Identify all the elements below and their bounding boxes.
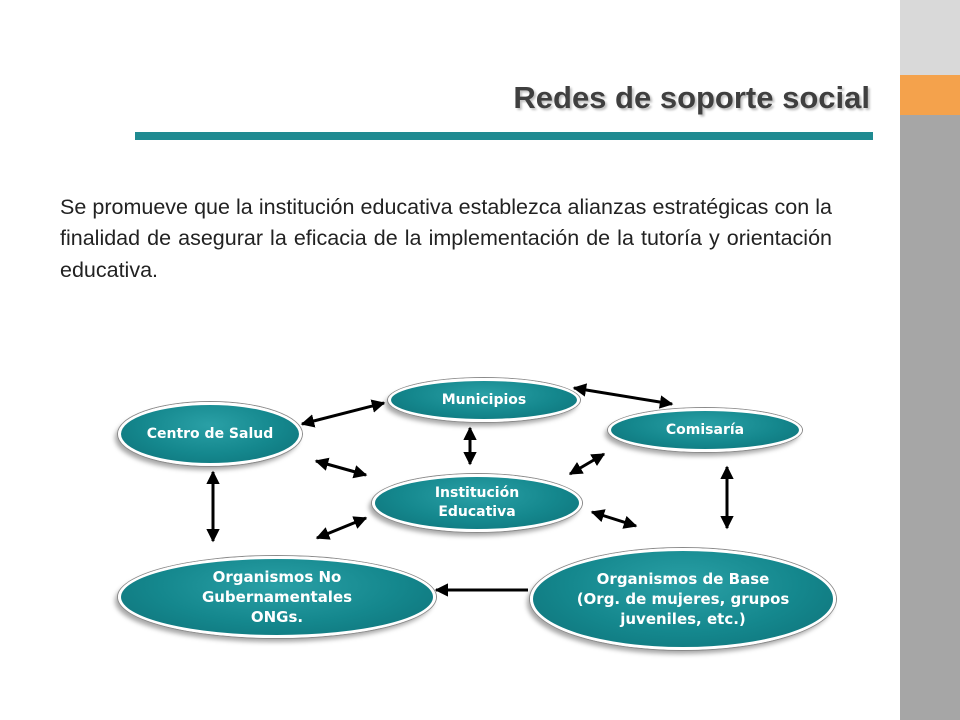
connector-municipios-comisaria	[574, 388, 672, 404]
node-centro-salud	[118, 402, 302, 466]
node-organismos-base	[530, 548, 836, 650]
intro-paragraph: Se promueve que la institución educativa establezca alianzas estratégicas con la finalidad de asegurar la eficacia de la implementación de la tutoría y orientación educativa.	[60, 194, 832, 282]
slide-title: Redes de soporte social	[513, 80, 870, 115]
node-comisaria	[608, 408, 802, 452]
node-ongs	[118, 556, 436, 638]
node-organismos-base-label: Organismos de Base (Org. de mujeres, grupos juveniles, etc.)	[576, 570, 790, 628]
side-bar-bottom	[900, 115, 960, 720]
node-municipios-label: Municipios	[441, 391, 527, 408]
title-underline	[135, 132, 873, 140]
node-ongs-label: Organismos No Gubernamentales ONGs.	[201, 568, 353, 626]
side-bar-top	[900, 0, 960, 75]
node-municipios	[388, 378, 580, 422]
node-centro-salud-label: Centro de Salud	[146, 425, 274, 442]
connector-comisaria-institucion	[570, 454, 604, 474]
node-institucion-educativa	[372, 474, 582, 532]
connector-institucion-ongs	[317, 518, 366, 538]
side-bar-accent	[900, 75, 960, 115]
node-institucion-label: Institución Educativa	[434, 485, 520, 520]
connector-institucion-base	[592, 512, 636, 526]
node-comisaria-label: Comisaría	[665, 421, 745, 438]
connector-salud-institucion	[316, 461, 366, 475]
connector-salud-municipios	[302, 403, 384, 424]
